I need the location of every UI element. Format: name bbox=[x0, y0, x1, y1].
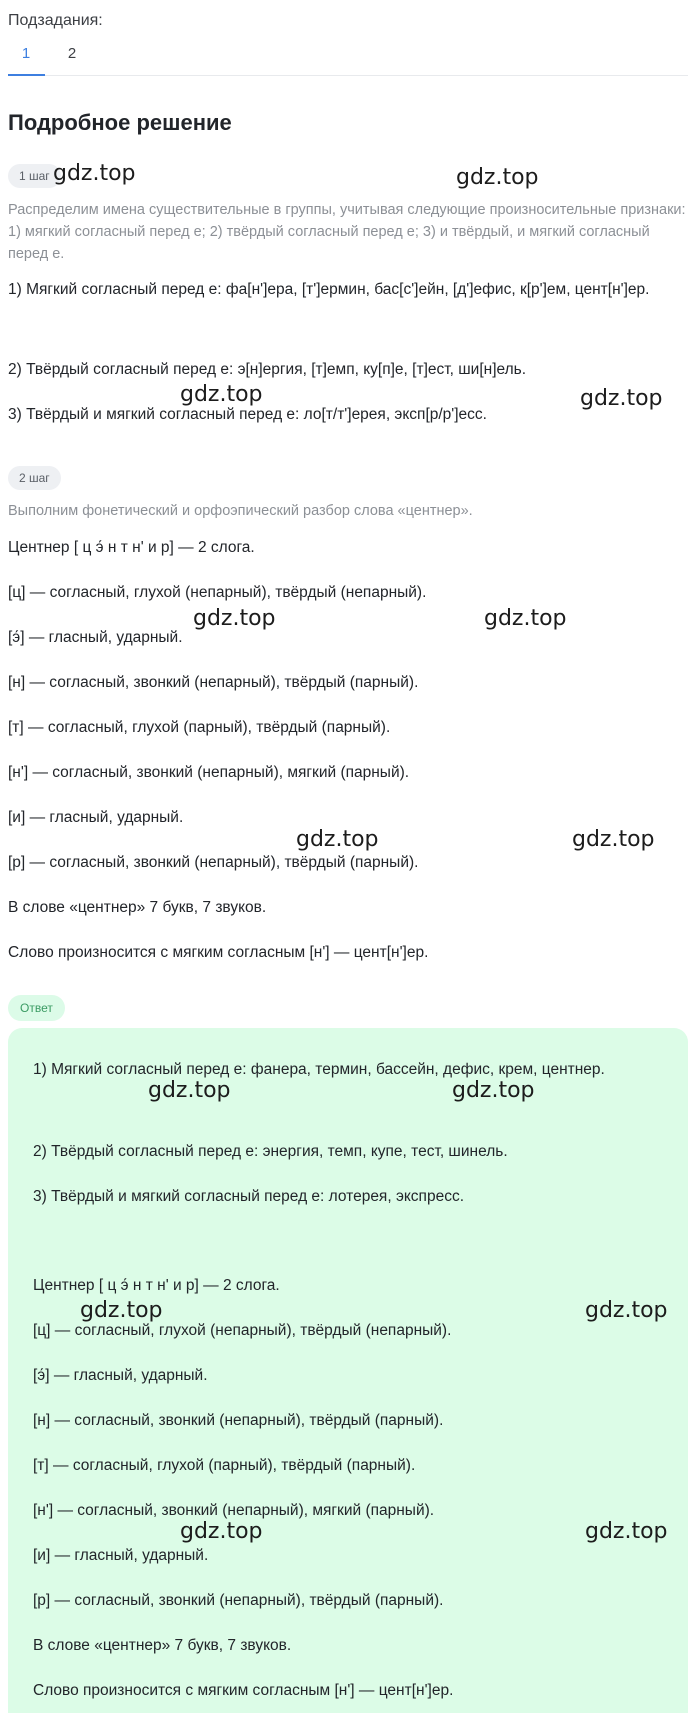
subtasks-label: Подзадания: bbox=[8, 12, 103, 29]
answer-line: 3) Твёрдый и мягкий согласный перед е: лотерея, экспресс. bbox=[33, 1188, 464, 1205]
watermark: gdz.top bbox=[180, 1519, 263, 1544]
step-line: Центнер [ ц э́ н т н' и р] — 2 слога. bbox=[8, 539, 255, 556]
step-line: [э́] — гласный, ударный. bbox=[8, 629, 183, 646]
watermark: gdz.top bbox=[80, 1298, 163, 1323]
watermark: gdz.top bbox=[572, 827, 655, 852]
answer-line: [н] — согласный, звонкий (непарный), твёрдый (парный). bbox=[33, 1412, 444, 1429]
answer-line: [и] — гласный, ударный. bbox=[33, 1547, 209, 1564]
answer-line: [т] — согласный, глухой (парный), твёрдый (парный). bbox=[33, 1457, 416, 1474]
tab-subtask-1[interactable] bbox=[8, 45, 44, 75]
step-line: [т] — согласный, глухой (парный), твёрдый (парный). bbox=[8, 719, 391, 736]
tab-label: 2 bbox=[67, 45, 77, 62]
answer-badge: Ответ bbox=[8, 995, 65, 1021]
watermark: gdz.top bbox=[53, 161, 136, 186]
step-line: 2) Твёрдый согласный перед е: э[н]ергия, [т]емп, ку[п]е, [т]ест, ши[н]ель. bbox=[8, 361, 527, 378]
tab-label: 1 bbox=[21, 45, 31, 62]
step-line: 1) Мягкий согласный перед е: фа[н']ера, [т']ермин, бас[с']ейн, [д']ефис, к[р']ем, цент[н']ер. bbox=[8, 281, 650, 298]
answer-line: Центнер [ ц э́ н т н' и р] — 2 слога. bbox=[33, 1277, 280, 1294]
tab-subtask-2[interactable] bbox=[54, 45, 90, 75]
step-line: 3) Твёрдый и мягкий согласный перед е: ло[т/т']ерея, эксп[р/р']есс. bbox=[8, 406, 487, 423]
step-line: [и] — гласный, ударный. bbox=[8, 809, 184, 826]
step-line: [р] — согласный, звонкий (непарный), твёрдый (парный). bbox=[8, 854, 419, 871]
active-tab-indicator bbox=[8, 74, 45, 76]
watermark: gdz.top bbox=[585, 1519, 668, 1544]
watermark: gdz.top bbox=[580, 386, 663, 411]
answer-line: 1) Мягкий согласный перед е: фанера, термин, бассейн, дефис, крем, центнер. bbox=[33, 1061, 605, 1078]
answer-line: [н'] — согласный, звонкий (непарный), мягкий (парный). bbox=[33, 1502, 435, 1519]
watermark: gdz.top bbox=[148, 1078, 231, 1103]
answer-line: [э́] — гласный, ударный. bbox=[33, 1367, 208, 1384]
step-line: В слове «центнер» 7 букв, 7 звуков. bbox=[8, 899, 267, 916]
subtask-tabs bbox=[8, 42, 688, 76]
watermark: gdz.top bbox=[296, 827, 379, 852]
step-line: Слово произносится с мягким согласным [н'] — цент[н']ер. bbox=[8, 944, 429, 961]
watermark: gdz.top bbox=[452, 1078, 535, 1103]
watermark: gdz.top bbox=[585, 1298, 668, 1323]
watermark: gdz.top bbox=[180, 382, 263, 407]
step-line: [ц] — согласный, глухой (непарный), твёрдый (непарный). bbox=[8, 584, 427, 601]
answer-line: 2) Твёрдый согласный перед е: энергия, темп, купе, тест, шинель. bbox=[33, 1143, 508, 1160]
step-hint: Распределим имена существительные в группы, учитывая следующие произносительные признаки: 1) мягкий согласный перед е; 2) твёрдый согласный перед е; 3) и твёрдый, и мягкий согласный перед е. bbox=[8, 202, 686, 262]
step-badge: 2 шаг bbox=[8, 466, 61, 490]
page-title: Подробное решение bbox=[8, 110, 232, 135]
answer-line: [р] — согласный, звонкий (непарный), твёрдый (парный). bbox=[33, 1592, 444, 1609]
watermark: gdz.top bbox=[484, 606, 567, 631]
watermark: gdz.top bbox=[193, 606, 276, 631]
step-line: [н'] — согласный, звонкий (непарный), мягкий (парный). bbox=[8, 764, 410, 781]
answer-line: [ц] — согласный, глухой (непарный), твёрдый (непарный). bbox=[33, 1322, 452, 1339]
step-line: [н] — согласный, звонкий (непарный), твёрдый (парный). bbox=[8, 674, 419, 691]
answer-line: В слове «центнер» 7 букв, 7 звуков. bbox=[33, 1637, 292, 1654]
answer-line: Слово произносится с мягким согласным [н'] — цент[н']ер. bbox=[33, 1682, 454, 1699]
step-badge: 1 шаг bbox=[8, 164, 61, 188]
watermark: gdz.top bbox=[456, 165, 539, 190]
step-hint: Выполним фонетический и орфоэпический разбор слова «центнер». bbox=[8, 503, 473, 519]
